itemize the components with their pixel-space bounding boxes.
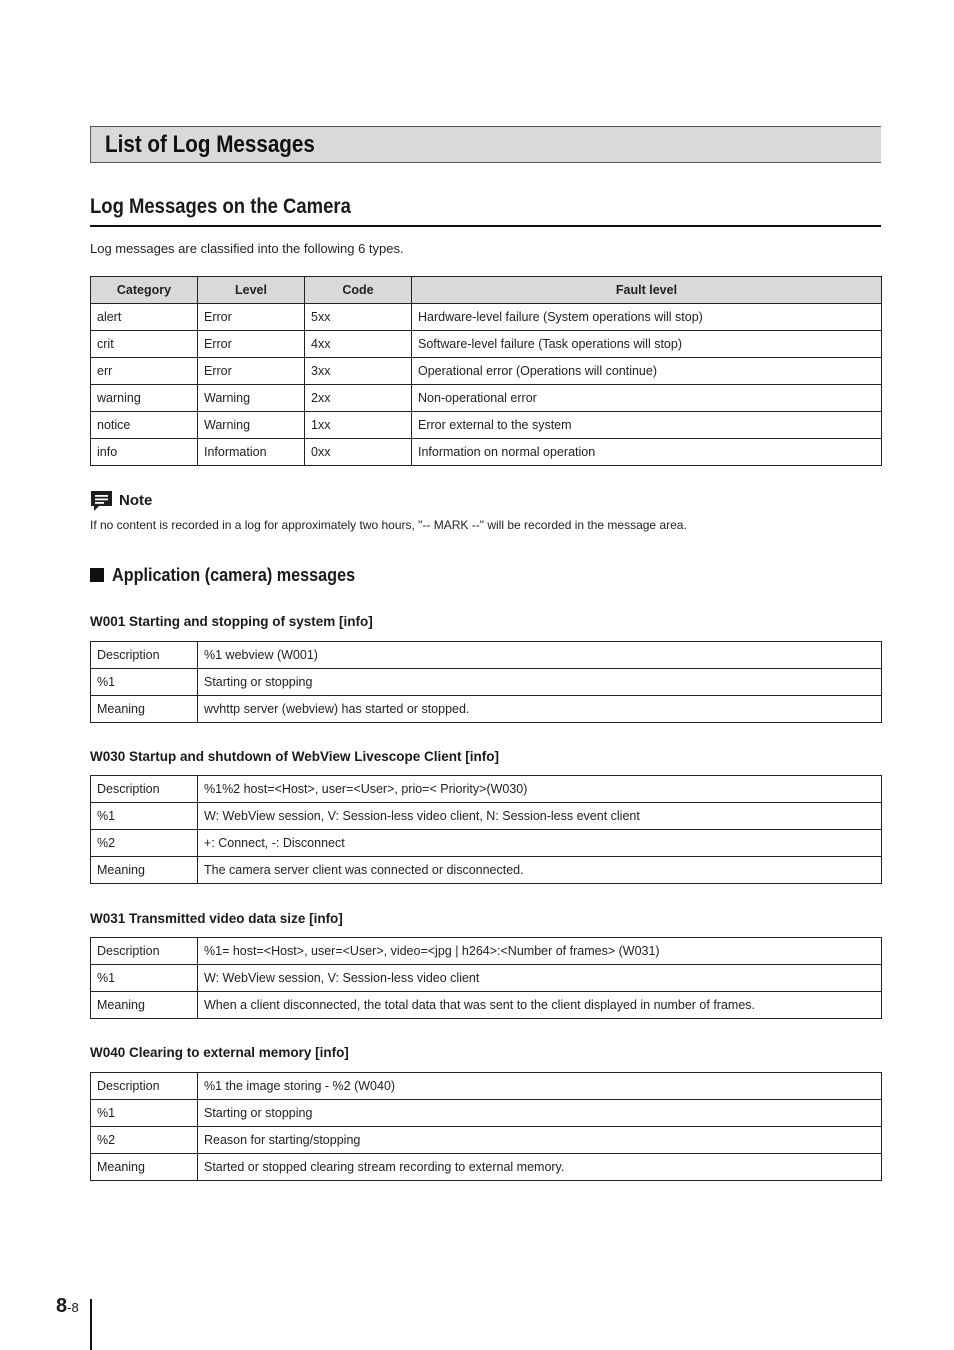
table-row (91, 696, 882, 723)
column-header-code: Code (305, 277, 412, 304)
table-row (91, 669, 882, 696)
table-row (91, 938, 882, 965)
level-cell: Information (198, 439, 305, 466)
row-value: +: Connect, -: Disconnect (198, 830, 882, 857)
note-header (90, 488, 882, 512)
footer-divider (90, 1299, 92, 1350)
page-number (56, 1295, 79, 1317)
intro-text: Log messages are classified into the following 6 types. (90, 241, 404, 256)
table-row (91, 1073, 882, 1100)
fault-level-cell: Hardware-level failure (System operations will stop) (412, 304, 882, 331)
message-title: W040 Clearing to external memory [info] (90, 1045, 349, 1060)
row-value: wvhttp server (webview) has started or stopped. (198, 696, 882, 723)
row-label: Description (91, 642, 198, 669)
table-row (91, 992, 882, 1019)
level-cell: Error (198, 304, 305, 331)
table-row (91, 1127, 882, 1154)
fault-level-cell: Software-level failure (Task operations will stop) (412, 331, 882, 358)
row-label: Meaning (91, 857, 198, 884)
table-row (91, 1100, 882, 1127)
row-value: %1= host=<Host>, user=<User>, video=<jpg | h264>:<Number of frames> (W031) (198, 938, 882, 965)
table-row (91, 439, 882, 466)
code-cell: 3xx (305, 358, 412, 385)
table-row (91, 331, 882, 358)
category-cell: err (91, 358, 198, 385)
row-label: %2 (91, 1127, 198, 1154)
code-cell: 0xx (305, 439, 412, 466)
level-cell: Error (198, 331, 305, 358)
message-table (90, 937, 882, 1019)
table-row (91, 803, 882, 830)
message-title: W030 Startup and shutdown of WebView Livescope Client [info] (90, 749, 500, 764)
section-title (90, 193, 881, 227)
row-value: Starting or stopping (198, 1100, 882, 1127)
table-row (91, 830, 882, 857)
table-row (91, 304, 882, 331)
chapter-number: 8 (56, 1295, 68, 1317)
row-value: Starting or stopping (198, 669, 882, 696)
row-value: %1 the image storing - %2 (W040) (198, 1073, 882, 1100)
table-row (91, 358, 882, 385)
category-cell: info (91, 439, 198, 466)
square-bullet-icon (90, 568, 104, 582)
row-value: The camera server client was connected or disconnected. (198, 857, 882, 884)
row-value: Reason for starting/stopping (198, 1127, 882, 1154)
page-number-suffix: -8 (67, 1300, 79, 1315)
category-cell: notice (91, 412, 198, 439)
log-level-table (90, 276, 882, 466)
row-label: %1 (91, 803, 198, 830)
message-table (90, 641, 882, 723)
section-title-text: Log Messages on the Camera (90, 195, 351, 218)
table-row (91, 412, 882, 439)
row-label: %1 (91, 1100, 198, 1127)
row-label: %1 (91, 669, 198, 696)
note-icon (90, 489, 113, 512)
row-label: Description (91, 938, 198, 965)
row-value: W: WebView session, V: Session-less video client (198, 965, 882, 992)
level-cell: Warning (198, 385, 305, 412)
row-label: %2 (91, 830, 198, 857)
category-cell: alert (91, 304, 198, 331)
table-row (91, 965, 882, 992)
subsection-heading (90, 563, 382, 587)
code-cell: 4xx (305, 331, 412, 358)
table-header-row (91, 277, 882, 304)
column-header-fault-level: Fault level (412, 277, 882, 304)
category-cell: warning (91, 385, 198, 412)
row-value: W: WebView session, V: Session-less video client, N: Session-less event client (198, 803, 882, 830)
row-label: Description (91, 1073, 198, 1100)
note-box (90, 488, 882, 532)
note-label: Note (119, 491, 153, 509)
chapter-title-bar (90, 126, 881, 163)
row-value: Started or stopped clearing stream recording to external memory. (198, 1154, 882, 1181)
table-row (91, 642, 882, 669)
table-row (91, 776, 882, 803)
code-cell: 5xx (305, 304, 412, 331)
table-row (91, 857, 882, 884)
message-table (90, 775, 882, 884)
code-cell: 1xx (305, 412, 412, 439)
row-value: %1 webview (W001) (198, 642, 882, 669)
code-cell: 2xx (305, 385, 412, 412)
fault-level-cell: Non-operational error (412, 385, 882, 412)
subsection-title: Application (camera) messages (112, 564, 356, 585)
column-header-level: Level (198, 277, 305, 304)
row-value: %1%2 host=<Host>, user=<User>, prio=< Priority>(W030) (198, 776, 882, 803)
column-header-category: Category (91, 277, 198, 304)
note-text: If no content is recorded in a log for approximately two hours, "-- MARK --" will be recorded in the message area. (90, 518, 687, 532)
chapter-title: List of Log Messages (105, 131, 315, 158)
level-cell: Error (198, 358, 305, 385)
table-row (91, 385, 882, 412)
level-cell: Warning (198, 412, 305, 439)
table-row (91, 1154, 882, 1181)
fault-level-cell: Error external to the system (412, 412, 882, 439)
fault-level-cell: Information on normal operation (412, 439, 882, 466)
row-label: Meaning (91, 696, 198, 723)
message-title: W001 Starting and stopping of system [info] (90, 614, 373, 629)
message-table (90, 1072, 882, 1181)
row-label: Meaning (91, 992, 198, 1019)
row-label: Description (91, 776, 198, 803)
category-cell: crit (91, 331, 198, 358)
row-value: When a client disconnected, the total data that was sent to the client displayed in number of frames. (198, 992, 882, 1019)
fault-level-cell: Operational error (Operations will continue) (412, 358, 882, 385)
row-label: %1 (91, 965, 198, 992)
message-title: W031 Transmitted video data size [info] (90, 911, 343, 926)
row-label: Meaning (91, 1154, 198, 1181)
